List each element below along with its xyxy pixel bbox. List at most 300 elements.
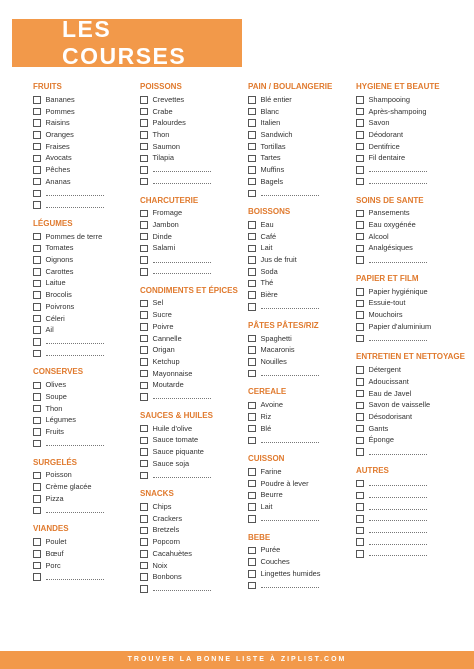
item-label: Blanc <box>260 106 279 116</box>
write-in-line[interactable] <box>261 442 319 443</box>
checkbox[interactable] <box>356 221 364 229</box>
checkbox[interactable] <box>33 143 41 151</box>
column-2 <box>140 82 245 603</box>
write-in-line[interactable] <box>369 340 427 341</box>
item-label: Pansements <box>368 208 410 218</box>
write-in-line[interactable] <box>369 485 427 486</box>
blank-item <box>140 583 245 595</box>
write-in-line[interactable] <box>153 590 211 591</box>
checkbox[interactable] <box>33 338 41 346</box>
section-title: POISSONS <box>140 82 182 91</box>
item-label: Saumon <box>152 141 181 151</box>
list-item <box>248 289 353 301</box>
checkbox[interactable] <box>356 245 364 253</box>
list-item <box>248 152 353 164</box>
checkbox[interactable] <box>248 303 256 311</box>
section-title: BOISSONS <box>248 207 291 217</box>
checkbox[interactable] <box>356 108 364 116</box>
section <box>248 387 353 446</box>
item-label: Lingettes humides <box>260 568 321 578</box>
checkbox[interactable] <box>356 492 364 500</box>
item-label: Adoucissant <box>368 376 409 386</box>
section-title: PÂTES PÂTES/RIZ <box>248 320 319 330</box>
item-label: Poisson <box>45 470 72 480</box>
list-item <box>356 152 466 164</box>
item-label: Crabe <box>152 106 173 116</box>
list-item <box>356 94 466 106</box>
list-item <box>33 289 133 301</box>
item-label: Sucre <box>152 310 172 320</box>
write-in-line[interactable] <box>369 509 427 510</box>
list-item <box>140 219 245 231</box>
section <box>140 82 245 188</box>
checkbox[interactable] <box>248 256 256 264</box>
checkbox[interactable] <box>356 166 364 174</box>
checkbox[interactable] <box>356 538 364 546</box>
checkbox[interactable] <box>356 256 364 264</box>
item-label: Eau de Javel <box>368 388 412 398</box>
blank-item <box>356 513 466 525</box>
section-title: CEREALE <box>248 387 287 397</box>
list-item <box>33 243 133 255</box>
checkbox[interactable] <box>33 326 41 334</box>
list-item <box>356 286 466 298</box>
write-in-line[interactable] <box>369 544 427 545</box>
list-item <box>356 219 466 231</box>
item-label: Gants <box>368 423 389 433</box>
section <box>140 489 245 595</box>
checkbox[interactable] <box>248 131 256 139</box>
section <box>248 321 353 380</box>
checkbox[interactable] <box>356 503 364 511</box>
item-label: Moutarde <box>152 380 184 390</box>
checkbox[interactable] <box>140 460 148 468</box>
item-label: Laitue <box>45 278 66 288</box>
checkbox[interactable] <box>248 492 256 500</box>
write-in-line[interactable] <box>261 587 319 588</box>
list-item <box>356 117 466 129</box>
checkbox[interactable] <box>248 108 256 116</box>
blank-item <box>356 176 466 188</box>
section-title: LÉGUMES <box>33 218 73 228</box>
item-label: Désodorisant <box>368 411 413 421</box>
list-item <box>33 391 133 403</box>
checkbox[interactable] <box>33 315 41 323</box>
write-in-line[interactable] <box>153 171 211 172</box>
checkbox[interactable] <box>33 155 41 163</box>
checkbox[interactable] <box>356 131 364 139</box>
checkbox[interactable] <box>140 437 148 445</box>
checkbox[interactable] <box>356 413 364 421</box>
checkbox[interactable] <box>140 268 148 276</box>
checkbox[interactable] <box>248 245 256 253</box>
checkbox[interactable] <box>140 256 148 264</box>
checkbox[interactable] <box>140 382 148 390</box>
list-item <box>33 129 133 141</box>
list-item <box>356 423 466 435</box>
checkbox[interactable] <box>140 393 148 401</box>
item-label: Eau <box>260 220 274 230</box>
checkbox[interactable] <box>356 311 364 319</box>
section <box>33 219 133 360</box>
write-in-line[interactable] <box>153 477 211 478</box>
section-title: PAIN / BOULANGERIE <box>248 82 333 91</box>
checkbox[interactable] <box>33 268 41 276</box>
checkbox[interactable] <box>33 495 41 503</box>
write-in-line[interactable] <box>369 171 427 172</box>
checkbox[interactable] <box>140 562 148 570</box>
section <box>33 524 133 583</box>
item-label: Italien <box>260 118 281 128</box>
checkbox[interactable] <box>248 96 256 104</box>
write-in-line[interactable] <box>46 445 104 446</box>
checkbox[interactable] <box>356 515 364 523</box>
list-item <box>248 356 353 368</box>
checkbox[interactable] <box>140 311 148 319</box>
write-in-line[interactable] <box>46 343 104 344</box>
checkbox[interactable] <box>356 178 364 186</box>
list-item <box>140 152 245 164</box>
section <box>356 196 466 266</box>
list-item <box>248 117 353 129</box>
item-label: Café <box>260 231 277 241</box>
checkbox[interactable] <box>33 573 41 581</box>
write-in-line[interactable] <box>46 579 104 580</box>
checkbox[interactable] <box>140 210 148 218</box>
checkbox[interactable] <box>33 382 41 390</box>
checkbox[interactable] <box>33 303 41 311</box>
write-in-line[interactable] <box>261 308 319 309</box>
checkbox[interactable] <box>356 323 364 331</box>
title-banner <box>12 16 242 69</box>
item-label: Essuie-tout <box>368 298 406 308</box>
checkbox[interactable] <box>140 472 148 480</box>
checkbox[interactable] <box>33 178 41 186</box>
checkbox[interactable] <box>248 268 256 276</box>
checkbox[interactable] <box>248 119 256 127</box>
checkbox[interactable] <box>356 288 364 296</box>
checkbox[interactable] <box>248 143 256 151</box>
checkbox[interactable] <box>140 108 148 116</box>
write-in-line[interactable] <box>153 262 211 263</box>
list-item <box>140 435 245 447</box>
checkbox[interactable] <box>33 538 41 546</box>
section-title: SAUCES & HUILES <box>140 410 213 420</box>
list-item <box>33 278 133 290</box>
item-label: Poivre <box>152 321 174 331</box>
item-label: Spaghetti <box>260 333 292 343</box>
checkbox[interactable] <box>356 437 364 445</box>
checkbox[interactable] <box>33 166 41 174</box>
checkbox[interactable] <box>248 178 256 186</box>
list-item <box>33 176 133 188</box>
checkbox[interactable] <box>140 131 148 139</box>
checkbox[interactable] <box>140 335 148 343</box>
checkbox[interactable] <box>356 335 364 343</box>
checkbox[interactable] <box>140 323 148 331</box>
item-label: Oignons <box>45 255 74 265</box>
checkbox[interactable] <box>356 390 364 398</box>
checkbox[interactable] <box>140 166 148 174</box>
checkbox[interactable] <box>356 119 364 127</box>
write-in-line[interactable] <box>261 375 319 376</box>
item-label: Brocolis <box>45 290 72 300</box>
checkbox[interactable] <box>248 558 256 566</box>
checkbox[interactable] <box>248 335 256 343</box>
checkbox[interactable] <box>248 280 256 288</box>
checkbox[interactable] <box>356 143 364 151</box>
checkbox[interactable] <box>356 448 364 456</box>
item-label: Déodorant <box>368 129 404 139</box>
checkbox[interactable] <box>248 437 256 445</box>
checkbox[interactable] <box>33 350 41 358</box>
checkbox[interactable] <box>248 155 256 163</box>
page-title: LES COURSES <box>62 16 187 69</box>
blank-item <box>356 490 466 502</box>
list-item <box>140 344 245 356</box>
list-item <box>248 399 353 411</box>
section-title: AUTRES <box>356 465 389 475</box>
list-item <box>33 266 133 278</box>
checkbox[interactable] <box>248 166 256 174</box>
item-label: Bœuf <box>45 548 64 558</box>
checkbox[interactable] <box>140 178 148 186</box>
item-label: Eau oxygénée <box>368 220 416 230</box>
checkbox[interactable] <box>140 245 148 253</box>
checkbox[interactable] <box>33 108 41 116</box>
checkbox[interactable] <box>140 96 148 104</box>
write-in-line[interactable] <box>369 454 427 455</box>
checkbox[interactable] <box>248 291 256 299</box>
list-item <box>33 117 133 129</box>
write-in-line[interactable] <box>46 195 104 196</box>
section-title: SOINS DE SANTE <box>356 195 424 205</box>
list-item <box>140 298 245 310</box>
item-label: Shampooing <box>368 94 411 104</box>
checkbox[interactable] <box>248 582 256 590</box>
checkbox[interactable] <box>248 402 256 410</box>
checkbox[interactable] <box>140 515 148 523</box>
checkbox[interactable] <box>140 538 148 546</box>
checkbox[interactable] <box>356 425 364 433</box>
checkbox[interactable] <box>33 562 41 570</box>
section <box>248 454 353 524</box>
list-item <box>33 426 133 438</box>
checkbox[interactable] <box>140 346 148 354</box>
checkbox[interactable] <box>248 358 256 366</box>
checkbox[interactable] <box>140 155 148 163</box>
write-in-line[interactable] <box>369 497 427 498</box>
item-label: Crevettes <box>152 94 185 104</box>
checkbox[interactable] <box>248 468 256 476</box>
checkbox[interactable] <box>33 417 41 425</box>
blank-item <box>33 571 133 583</box>
list-item <box>248 333 353 345</box>
checkbox[interactable] <box>33 190 41 198</box>
item-label: Pommes de terre <box>45 231 103 241</box>
section <box>356 274 466 344</box>
write-in-line[interactable] <box>369 555 427 556</box>
list-item <box>140 446 245 458</box>
checkbox[interactable] <box>356 378 364 386</box>
checkbox[interactable] <box>33 428 41 436</box>
write-in-line[interactable] <box>46 355 104 356</box>
section <box>140 196 245 278</box>
item-label: Origan <box>152 345 175 355</box>
checkbox[interactable] <box>33 233 41 241</box>
checkbox[interactable] <box>33 405 41 413</box>
blank-item <box>356 254 466 266</box>
list-item <box>140 117 245 129</box>
checkbox[interactable] <box>356 527 364 535</box>
checkbox[interactable] <box>33 393 41 401</box>
list-item <box>248 344 353 356</box>
blank-item <box>248 368 353 380</box>
section-title: CUISSON <box>248 454 285 464</box>
checkbox[interactable] <box>140 585 148 593</box>
list-item <box>140 501 245 513</box>
checkbox[interactable] <box>356 402 364 410</box>
checkbox[interactable] <box>140 370 148 378</box>
item-label: Céleri <box>45 313 65 323</box>
write-in-line[interactable] <box>153 273 211 274</box>
write-in-line[interactable] <box>261 520 319 521</box>
list-item <box>140 368 245 380</box>
checkbox[interactable] <box>33 201 41 209</box>
checkbox[interactable] <box>140 221 148 229</box>
blank-item <box>356 501 466 513</box>
checkbox[interactable] <box>356 366 364 374</box>
blank-item <box>248 188 353 200</box>
section-title: ENTRETIEN ET NETTOYAGE <box>356 352 465 362</box>
checkbox[interactable] <box>33 256 41 264</box>
write-in-line[interactable] <box>153 183 211 184</box>
section-title: CONDIMENTS ET ÉPICES <box>140 285 238 295</box>
item-label: Thon <box>152 129 170 139</box>
item-label: Blé <box>260 423 272 433</box>
checkbox[interactable] <box>33 472 41 480</box>
checkbox[interactable] <box>140 573 148 581</box>
checkbox[interactable] <box>33 280 41 288</box>
item-label: Sauce tomate <box>152 435 199 445</box>
checkbox[interactable] <box>140 503 148 511</box>
item-label: Pizza <box>45 493 64 503</box>
item-label: Avocats <box>45 153 72 163</box>
list-item <box>33 481 133 493</box>
list-item <box>248 490 353 502</box>
checkbox[interactable] <box>33 507 41 515</box>
list-item <box>33 379 133 391</box>
checkbox[interactable] <box>248 425 256 433</box>
checkbox[interactable] <box>356 155 364 163</box>
column-3 <box>248 82 353 599</box>
write-in-line[interactable] <box>261 195 319 196</box>
checkbox[interactable] <box>356 480 364 488</box>
blank-item <box>33 199 133 211</box>
checkbox[interactable] <box>356 96 364 104</box>
checkbox[interactable] <box>356 233 364 241</box>
blank-item <box>356 333 466 345</box>
blank-item <box>356 446 466 458</box>
checkbox[interactable] <box>140 143 148 151</box>
checkbox[interactable] <box>248 190 256 198</box>
checkbox[interactable] <box>33 245 41 253</box>
blank-item <box>33 505 133 517</box>
checkbox[interactable] <box>33 119 41 127</box>
checkbox[interactable] <box>33 440 41 448</box>
checkbox[interactable] <box>33 291 41 299</box>
item-label: Tortillas <box>260 141 286 151</box>
checkbox[interactable] <box>248 547 256 555</box>
checkbox[interactable] <box>33 131 41 139</box>
write-in-line[interactable] <box>369 532 427 533</box>
item-label: Lait <box>260 243 273 253</box>
checkbox[interactable] <box>33 96 41 104</box>
section <box>248 207 353 313</box>
list-item <box>248 164 353 176</box>
checkbox[interactable] <box>140 425 148 433</box>
checkbox[interactable] <box>33 550 41 558</box>
checkbox[interactable] <box>248 413 256 421</box>
checkbox[interactable] <box>33 483 41 491</box>
list-item <box>356 129 466 141</box>
checkbox[interactable] <box>248 480 256 488</box>
checkbox[interactable] <box>140 119 148 127</box>
checkbox[interactable] <box>140 448 148 456</box>
section <box>33 82 133 211</box>
blank-item <box>356 525 466 537</box>
item-label: Nouilles <box>260 356 287 366</box>
checkbox[interactable] <box>248 503 256 511</box>
checkbox[interactable] <box>140 233 148 241</box>
checkbox[interactable] <box>356 550 364 558</box>
item-label: Jambon <box>152 220 179 230</box>
blank-item <box>33 188 133 200</box>
list-item <box>248 411 353 423</box>
list-item <box>33 536 133 548</box>
write-in-line[interactable] <box>369 520 427 521</box>
item-label: Fraises <box>45 141 70 151</box>
list-item <box>140 458 245 470</box>
checkbox[interactable] <box>248 370 256 378</box>
write-in-line[interactable] <box>369 262 427 263</box>
checkbox[interactable] <box>140 358 148 366</box>
section <box>356 82 466 188</box>
section-title: PAPIER ET FILM <box>356 273 419 283</box>
write-in-line[interactable] <box>153 398 211 399</box>
checkbox[interactable] <box>356 210 364 218</box>
write-in-line[interactable] <box>46 207 104 208</box>
list-item <box>140 129 245 141</box>
checkbox[interactable] <box>248 221 256 229</box>
checkbox[interactable] <box>248 233 256 241</box>
section-title: CHARCUTERIE <box>140 195 199 205</box>
checkbox[interactable] <box>140 527 148 535</box>
write-in-line[interactable] <box>369 183 427 184</box>
checkbox[interactable] <box>140 300 148 308</box>
item-label: Pêches <box>45 164 71 174</box>
list-item <box>140 423 245 435</box>
checkbox[interactable] <box>248 515 256 523</box>
write-in-line[interactable] <box>46 512 104 513</box>
checkbox[interactable] <box>248 570 256 578</box>
checkbox[interactable] <box>140 550 148 558</box>
checkbox[interactable] <box>248 346 256 354</box>
list-item <box>33 560 133 572</box>
checkbox[interactable] <box>356 300 364 308</box>
section <box>356 352 466 458</box>
blank-item <box>248 513 353 525</box>
